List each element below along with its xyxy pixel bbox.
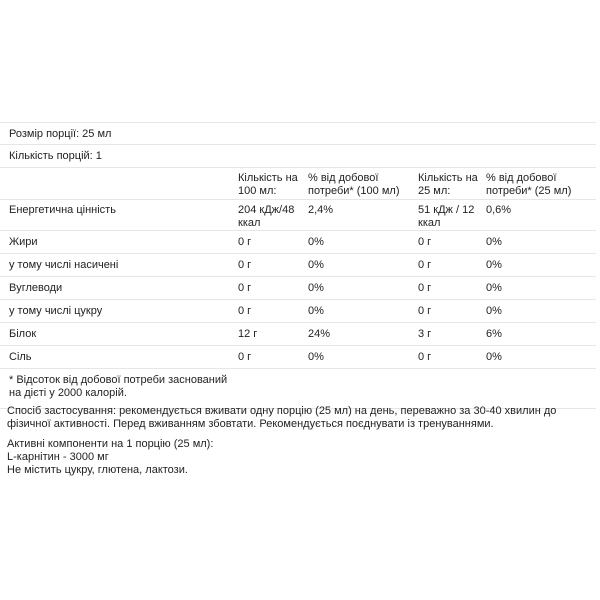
amount-100ml: 0 г: [238, 235, 252, 248]
nutrient-name: Енергетична цінність: [9, 204, 116, 216]
nutrient-name: Сіль: [9, 350, 32, 363]
dv-100ml: 0%: [308, 258, 324, 271]
usage-instructions: Спосіб застосування: рекомендується вживати одну порцію (25 мл) на день, переважно за 30-40 хвилин до фізичної активності. Перед вживанням збовтати. Рекомендується поєднувати із тренуваннями.: [7, 405, 557, 430]
table-row: [0, 277, 596, 300]
amount-25ml: 0 г: [418, 304, 432, 317]
header-cell-per-25ml: Кількість на 25 мл:: [418, 172, 478, 197]
serving-size-text: Розмір порції: 25 мл: [9, 127, 112, 140]
active-components-title: Активні компоненти на 1 порцію (25 мл):: [7, 438, 214, 450]
table-row: [0, 231, 596, 254]
amount-100ml: 0 г: [238, 281, 252, 294]
nutrient-name: у тому числі цукру: [9, 304, 103, 317]
serving-size: [0, 122, 596, 145]
dv-25ml: 0%: [486, 281, 502, 294]
amount-100ml: 0 г: [238, 258, 252, 271]
dv-100ml: 24%: [308, 327, 331, 340]
daily-value-footnote: [0, 369, 596, 409]
dv-25ml: 0%: [486, 350, 502, 363]
dv-100ml: 0%: [308, 281, 324, 294]
nutrient-name: Жири: [9, 235, 38, 248]
nutrient-name: Вуглеводи: [9, 281, 63, 294]
dv-100ml: 0%: [308, 350, 324, 363]
amount-25ml: 3 г: [418, 327, 432, 340]
header-cell-dv-25ml: % від добової потреби* (25 мл): [486, 172, 572, 197]
table-row: [0, 200, 596, 231]
header-cell-nutrient: [0, 168, 232, 199]
header-cell-per-100ml: Кількість на 100 мл:: [238, 172, 298, 197]
table-row: [0, 323, 596, 346]
table-row: [0, 300, 596, 323]
nutrient-name: Білок: [9, 327, 37, 340]
active-component-item: L-карнітин - 3000 мг: [7, 451, 109, 463]
amount-100ml: 12 г: [238, 327, 258, 340]
dv-100ml: 0%: [308, 235, 324, 248]
amount-100ml: 0 г: [238, 304, 252, 317]
servings-count-text: Кількість порцій: 1: [9, 150, 102, 162]
nutrient-name: у тому числі насичені: [9, 258, 119, 271]
dv-25ml: 0%: [486, 258, 502, 271]
dv-100ml: 0%: [308, 304, 324, 317]
product-free-from-note: Не містить цукру, глютена, лактози.: [7, 464, 188, 476]
amount-25ml: 0 г: [418, 350, 432, 363]
dv-25ml: 0%: [486, 235, 502, 248]
amount-100ml: 204 кДж/48 ккал: [238, 204, 295, 229]
amount-25ml: 51 кДж / 12 ккал: [418, 204, 475, 229]
footnote-text: * Відсоток від добової потреби заснований на дієті у 2000 калорій.: [9, 374, 228, 399]
header-cell-dv-100ml: % від добової потреби* (100 мл): [308, 172, 400, 197]
active-components: [7, 438, 587, 477]
amount-25ml: 0 г: [418, 258, 432, 271]
amount-100ml: 0 г: [238, 350, 252, 363]
amount-25ml: 0 г: [418, 281, 432, 294]
nutrition-facts-panel: [0, 122, 596, 409]
amount-25ml: 0 г: [418, 235, 432, 248]
nutrition-table-header: [0, 168, 596, 200]
table-row: [0, 346, 596, 369]
table-row: [0, 254, 596, 277]
dv-25ml: 0%: [486, 304, 502, 317]
servings-count: [0, 145, 596, 168]
dv-25ml: 0,6%: [486, 204, 512, 216]
dv-100ml: 2,4%: [308, 204, 334, 216]
dv-25ml: 6%: [486, 327, 502, 340]
